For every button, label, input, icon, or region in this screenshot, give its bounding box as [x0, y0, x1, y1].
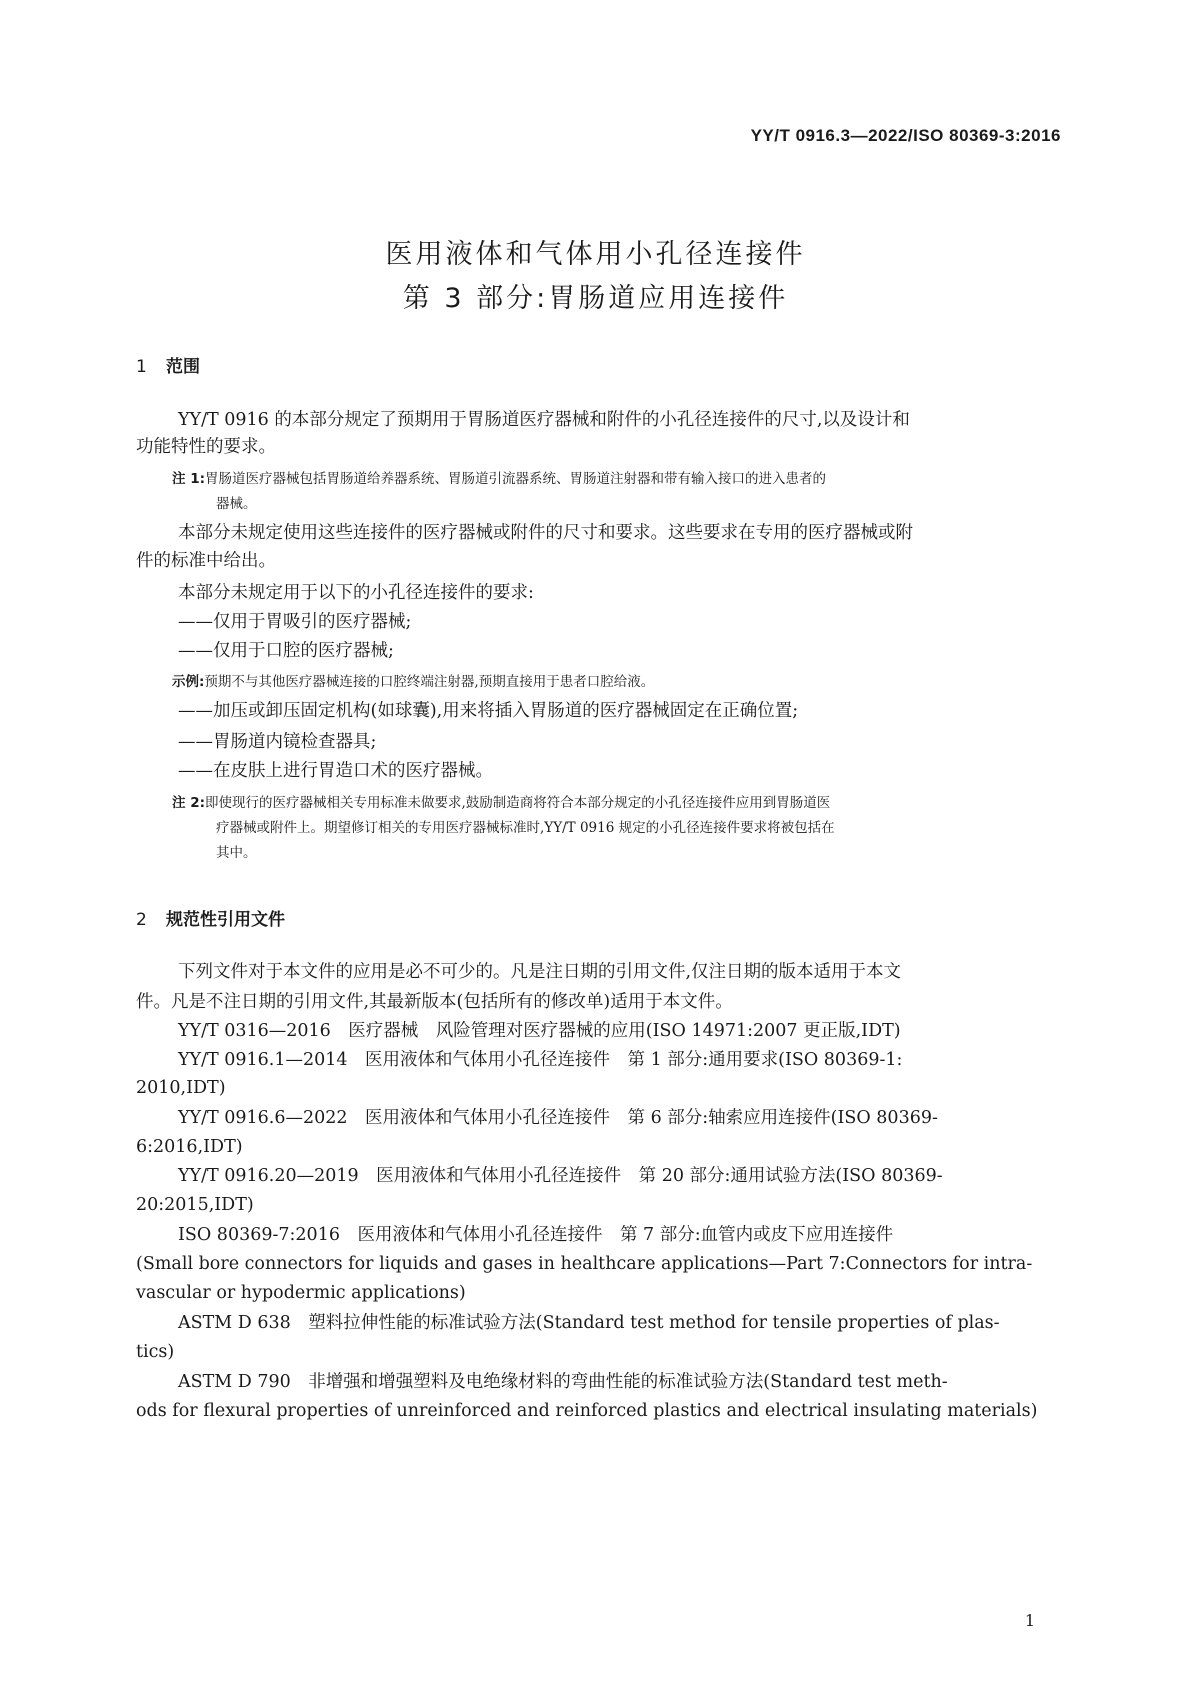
reference-entry-continuation: ods for flexural properties of unreinforced and reinforced plastics and electrical insulating materials)	[136, 1401, 1038, 1421]
note-1-continuation: 器械。	[216, 496, 257, 512]
list-item: ——仅用于口腔的医疗器械;	[178, 641, 394, 661]
reference-entry-continuation: vascular or hypodermic applications)	[136, 1283, 466, 1303]
section-2-heading	[136, 905, 285, 930]
reference-entry-continuation: tics)	[136, 1342, 175, 1362]
paragraph-line: 下列文件对于本文件的应用是必不可少的。凡是注日期的引用文件,仅注日期的版本适用于本文	[178, 962, 902, 982]
list-item: ——加压或卸压固定机构(如球囊),用来将插入胃肠道的医疗器械固定在正确位置;	[178, 701, 799, 721]
reference-entry-continuation: 2010,IDT)	[136, 1078, 226, 1098]
paragraph-line: YY/T 0916 的本部分规定了预期用于胃肠道医疗器械和附件的小孔径连接件的尺寸,以及设计和	[178, 410, 910, 430]
paragraph-line: 功能特性的要求。	[136, 437, 276, 457]
example-text: 预期不与其他医疗器械连接的口腔终端注射器,预期直接用于患者口腔给液。	[204, 674, 655, 690]
note-1-label: 注 1:	[172, 471, 205, 487]
reference-entry-continuation: (Small bore connectors for liquids and gases in healthcare applications—Part 7:Connectors for intra-	[136, 1254, 1033, 1274]
paragraph-line: 件的标准中给出。	[136, 551, 276, 571]
paragraph-line: 本部分未规定用于以下的小孔径连接件的要求:	[178, 583, 534, 603]
note-2-text: 即使现行的医疗器械相关专用标准未做要求,鼓励制造商将符合本部分规定的小孔径连接件应用到胃肠道医	[205, 795, 831, 811]
reference-entry-continuation: 20:2015,IDT)	[136, 1195, 254, 1215]
reference-entry-continuation: 6:2016,IDT)	[136, 1137, 243, 1157]
example	[172, 672, 654, 692]
reference-entry: YY/T 0316—2016 医疗器械 风险管理对医疗器械的应用(ISO 14971:2007 更正版,IDT)	[178, 1021, 901, 1041]
section-2-title: 规范性引用文件	[166, 910, 285, 930]
paragraph-line: 件。凡是不注日期的引用文件,其最新版本(包括所有的修改单)适用于本文件。	[136, 992, 733, 1012]
document-title-line1: 医用液体和气体用小孔径连接件	[385, 239, 806, 270]
note-1-text: 胃肠道医疗器械包括胃肠道给养器系统、胃肠道引流器系统、胃肠道注射器和带有输入接口的进入患者的	[205, 471, 826, 487]
reference-entry: ASTM D 638 塑料拉伸性能的标准试验方法(Standard test method for tensile properties of plas-	[178, 1313, 1000, 1333]
reference-entry: YY/T 0916.1—2014 医用液体和气体用小孔径连接件 第 1 部分:通用要求(ISO 80369-1:	[178, 1050, 903, 1070]
page-number: 1	[1024, 1611, 1035, 1630]
note-1	[172, 469, 826, 489]
list-item: ——仅用于胃吸引的医疗器械;	[178, 612, 412, 632]
paragraph-line: 本部分未规定使用这些连接件的医疗器械或附件的尺寸和要求。这些要求在专用的医疗器械或附	[178, 523, 913, 543]
section-1-number: 1	[136, 357, 147, 377]
section-1-heading	[136, 352, 200, 377]
reference-entry: ASTM D 790 非增强和增强塑料及电绝缘材料的弯曲性能的标准试验方法(Standard test meth-	[178, 1372, 948, 1392]
note-2-label: 注 2:	[172, 795, 205, 811]
section-2-number: 2	[136, 910, 147, 930]
reference-entry: YY/T 0916.20—2019 医用液体和气体用小孔径连接件 第 20 部分:通用试验方法(ISO 80369-	[178, 1166, 943, 1186]
list-item: ——在皮肤上进行胃造口术的医疗器械。	[178, 761, 493, 781]
reference-entry: YY/T 0916.6—2022 医用液体和气体用小孔径连接件 第 6 部分:轴索应用连接件(ISO 80369-	[178, 1108, 938, 1128]
note-2	[172, 793, 830, 813]
list-item: ——胃肠道内镜检查器具;	[178, 732, 377, 752]
section-1-title: 范围	[166, 357, 200, 377]
document-title-line2: 第 3 部分:胃肠道应用连接件	[402, 283, 789, 314]
standard-code: YY/T 0916.3—2022/ISO 80369-3:2016	[750, 126, 1061, 145]
note-2-continuation: 其中。	[216, 845, 257, 861]
reference-entry: ISO 80369-7:2016 医用液体和气体用小孔径连接件 第 7 部分:血管内或皮下应用连接件	[178, 1225, 894, 1245]
note-2-continuation: 疗器械或附件上。期望修订相关的专用医疗器械标准时,YY/T 0916 规定的小孔径连接件要求将被包括在	[216, 820, 835, 836]
example-label: 示例:	[172, 674, 205, 690]
